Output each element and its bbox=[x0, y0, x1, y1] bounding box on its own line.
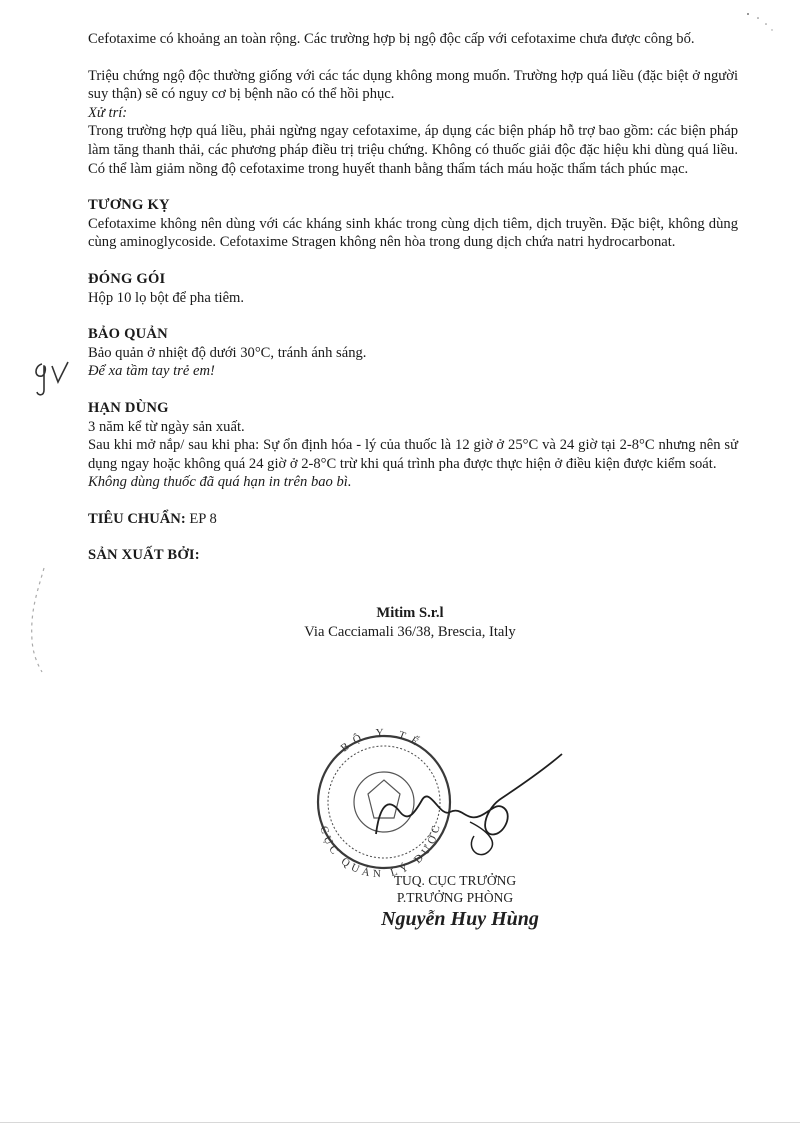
paragraph-packaging: Hộp 10 lọ bột để pha tiêm. bbox=[88, 289, 245, 306]
paragraph-storage-warning: Để xa tầm tay trẻ em! bbox=[88, 363, 215, 380]
stamp-top-text: BỘ Y TẾ bbox=[338, 726, 426, 755]
paragraph-incompatibility: Cefotaxime không nên dùng với các kháng sinh khác trong cùng dịch tiêm, dịch truyền. Đặc biệt, không dùng cùng aminoglycoside. Cefotaxime Stragen không nên hòa trong dung dịch chứa natri hydrocarbonat. bbox=[88, 215, 738, 251]
manufacturer-block bbox=[290, 604, 530, 641]
signature-name: Nguyễn Huy Hùng bbox=[381, 908, 539, 930]
paragraph-overdose-treatment: Trong trường hợp quá liều, phải ngừng ngay cefotaxime, áp dụng các biện pháp hỗ trợ bao gồm: các biện pháp làm tăng thanh thải, các phương pháp điều trị triệu chứng. Không có thuốc giải độc đặc hiệu khi dùng quá liều. Có thể làm giảm nồng độ cefotaxime trong huyết thanh bằng thẩm tách máu hoặc thẩm tách phúc mạc. bbox=[88, 123, 738, 177]
bottom-scan-edge bbox=[0, 1122, 800, 1123]
heading-manufacturer: SẢN XUẤT BỞI: bbox=[88, 547, 200, 564]
document-body bbox=[88, 30, 738, 565]
paragraph-overdose-symptoms: Triệu chứng ngộ độc thường giống với các tác dụng không mong muốn. Trường hợp quá liều (đặc biệt ở người suy thận) sẽ có nguy cơ bị bệnh não có thể hồi phục. bbox=[88, 67, 738, 103]
paragraph-shelf-life: 3 năm kể từ ngày sản xuất. bbox=[88, 418, 245, 435]
margin-initials-scribble bbox=[28, 356, 78, 406]
heading-packaging: ĐÓNG GÓI bbox=[88, 270, 166, 287]
signature-title-1: TUQ. CỤC TRƯỞNG bbox=[393, 873, 517, 888]
signature-title-2: P.TRƯỞNG PHÒNG bbox=[396, 890, 514, 905]
paragraph-safety: Cefotaxime có khoảng an toàn rộng. Các trường hợp bị ngộ độc cấp với cefotaxime chưa được công bố. bbox=[88, 31, 695, 47]
heading-storage: BẢO QUẢN bbox=[88, 326, 168, 343]
paragraph-storage: Bảo quản ở nhiệt độ dưới 30°C, tránh ánh sáng. bbox=[88, 344, 367, 361]
left-edge-mark bbox=[20, 560, 60, 680]
label-treatment: Xử trí: bbox=[88, 104, 128, 121]
paragraph-expiry-warning: Không dùng thuốc đã quá hạn in trên bao bì. bbox=[88, 474, 352, 491]
stamp-bottom-text: CỤC QUẢN LÝ DƯỢC bbox=[317, 820, 444, 881]
heading-incompatibility: TƯƠNG KỴ bbox=[88, 197, 170, 214]
signature-titles bbox=[345, 872, 565, 906]
corner-scan-marks bbox=[742, 8, 782, 38]
manufacturer-name: Mitim S.r.l bbox=[376, 605, 444, 621]
standard-value: EP 8 bbox=[189, 510, 217, 527]
heading-standard: TIÊU CHUẨN: bbox=[88, 510, 186, 527]
paragraph-after-opening: Sau khi mở nắp/ sau khi pha: Sự ổn định hóa - lý của thuốc là 12 giờ ở 25°C và 24 giờ tại 2-8°C nhưng nên sử dụng ngay hoặc không quá 24 giờ ở 2-8°C trừ khi quá trình pha được thực hiện ở điều kiện được kiểm soát. bbox=[88, 437, 738, 472]
standard-line bbox=[88, 510, 738, 529]
manufacturer-address: Via Cacciamali 36/38, Brescia, Italy bbox=[304, 623, 516, 640]
heading-shelf-life: HẠN DÙNG bbox=[88, 399, 169, 416]
